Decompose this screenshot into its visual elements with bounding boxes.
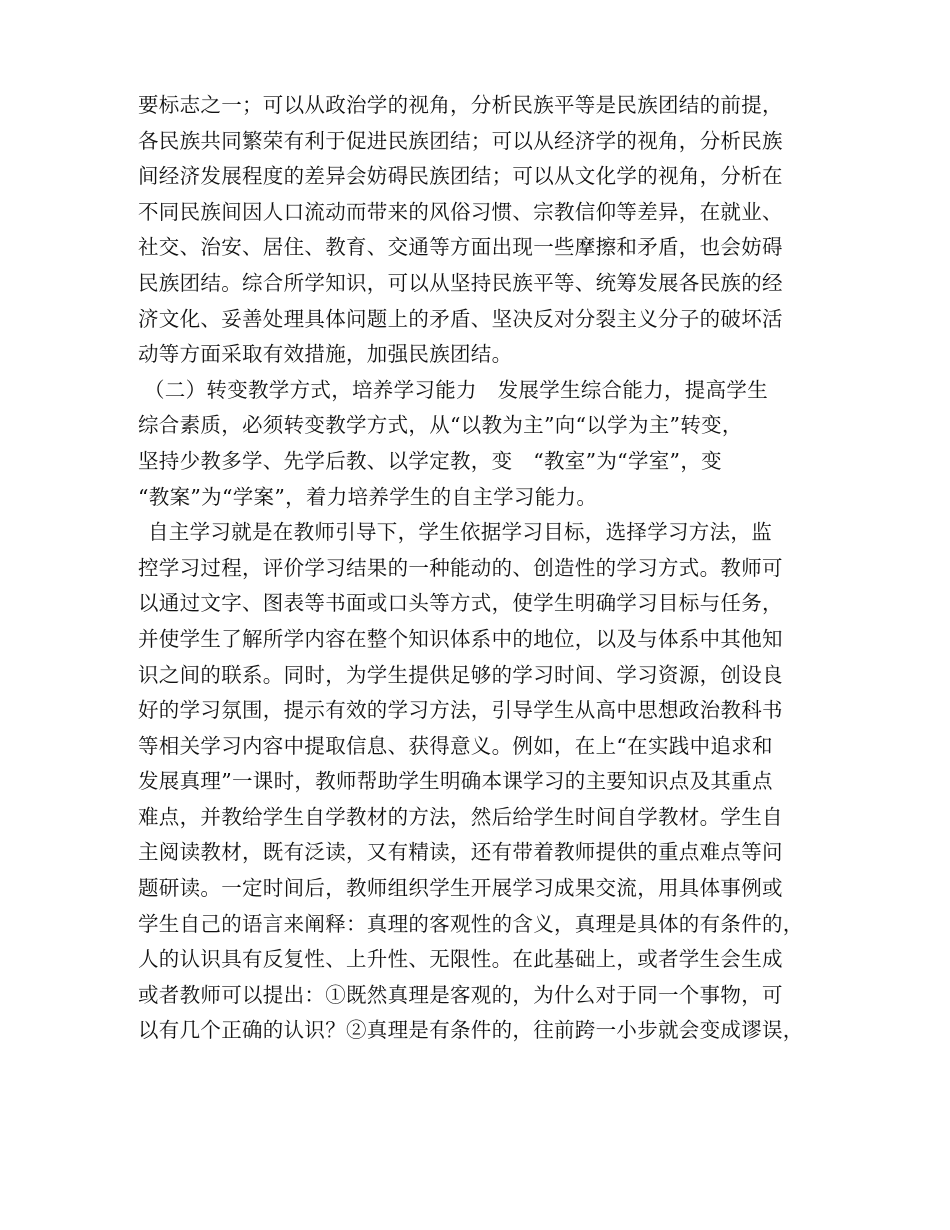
text-line: 不同民族间因人口流动而带来的风俗习惯、宗教信仰等差异，在就业、 bbox=[138, 199, 783, 224]
paragraph-start-line: 自主学习就是在教师引导下，学生依据学习目标，选择学习方法，监 bbox=[148, 520, 772, 545]
text-line: “教案”为“学案”，着力培养学生的自主学习能力。 bbox=[138, 484, 598, 509]
text-line: 识之间的联系。同时，为学生提供足够的学习时间、学习资源，创设良 bbox=[138, 662, 783, 687]
text-line: 动等方面采取有效措施，加强民族团结。 bbox=[138, 342, 513, 367]
text-line: 济文化、妥善处理具体问题上的矛盾、坚决反对分裂主义分子的破坏活 bbox=[138, 306, 783, 331]
text-line: 难点，并教给学生自学教材的方法，然后给学生时间自学教材。学生自 bbox=[138, 804, 783, 829]
text-line: 学生自己的语言来阐释：真理的客观性的含义，真理是具体的有条件的， bbox=[138, 911, 804, 936]
text-line: 以通过文字、图表等书面或口头等方式，使学生明确学习目标与任务， bbox=[138, 591, 783, 616]
text-line: 好的学习氛围，提示有效的学习方法，引导学生从高中思想政治教科书 bbox=[138, 698, 783, 723]
text-line: 要标志之一；可以从政治学的视角，分析民族平等是民族团结的前提， bbox=[138, 93, 783, 117]
text-line: 综合素质，必须转变教学方式，从“以教为主”向“以学为主”转变， bbox=[138, 413, 743, 438]
text-line: 题研读。一定时间后，教师组织学生开展学习成果交流，用具体事例或 bbox=[138, 876, 783, 901]
text-line: 坚持少教多学、先学后教、以学定教，变 “教室”为“学室”，变 bbox=[138, 448, 722, 473]
text-line: 控学习过程，评价学习结果的一种能动的、创造性的学习方式。教师可 bbox=[138, 555, 783, 580]
text-line: 等相关学习内容中提取信息、获得意义。例如，在上“在实践中追求和 bbox=[138, 733, 773, 758]
text-line: 或者教师可以提出：①既然真理是客观的，为什么对于同一个事物，可 bbox=[138, 982, 783, 1007]
text-line: 间经济发展程度的差异会妨碍民族团结；可以从文化学的视角，分析在 bbox=[138, 164, 783, 189]
text-line: 并使学生了解所学内容在整个知识体系中的地位，以及与体系中其他知 bbox=[138, 626, 783, 651]
text-line: 民族团结。综合所学知识，可以从坚持民族平等、统筹发展各民族的经 bbox=[138, 270, 783, 295]
text-line: 人的认识具有反复性、上升性、无限性。在此基础上，或者学生会生成 bbox=[138, 947, 783, 972]
text-line: 各民族共同繁荣有利于促进民族团结；可以从经济学的视角，分析民族 bbox=[138, 128, 783, 153]
body-text bbox=[138, 88, 828, 1049]
text-line: 社交、治安、居住、教育、交通等方面出现一些摩擦和矛盾，也会妨碍 bbox=[138, 235, 783, 260]
text-line: 发展真理”一课时，教师帮助学生明确本课学习的主要知识点及其重点 bbox=[138, 769, 773, 794]
text-line: 以有几个正确的认识？②真理是有条件的，往前跨一小步就会变成谬误， bbox=[138, 1018, 804, 1043]
text-line: 主阅读教材，既有泛读，又有精读，还有带着教师提供的重点难点等问 bbox=[138, 840, 783, 865]
section-heading-line: （二）转变教学方式，培养学习能力 发展学生综合能力，提高学生 bbox=[144, 377, 768, 402]
